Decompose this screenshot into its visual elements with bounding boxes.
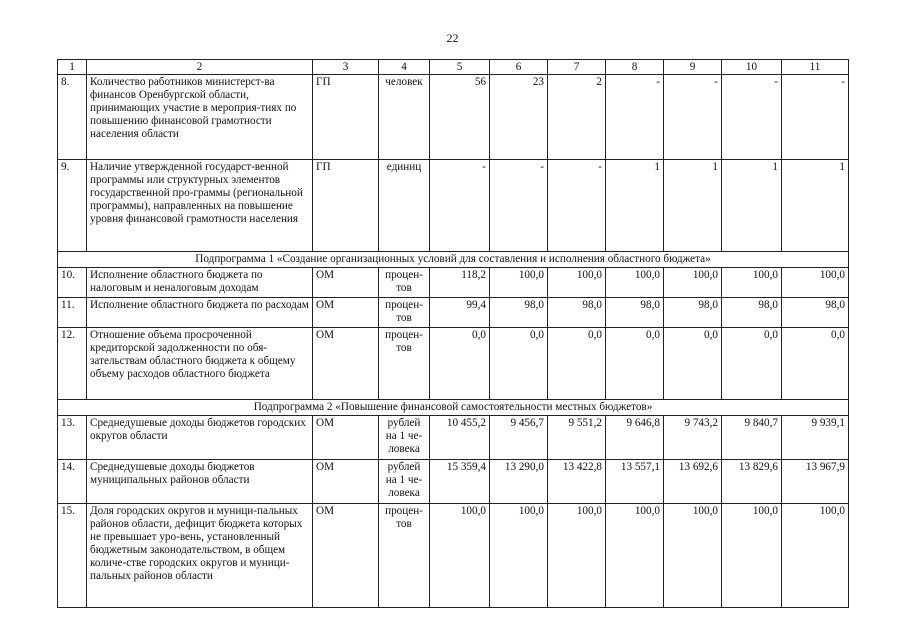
indicator-value: - [664,75,722,160]
table-row [58,75,849,160]
indicator-value: - [490,160,548,252]
indicator-kind: ГП [313,160,379,252]
indicator-value: 100,0 [664,268,722,298]
indicator-value: 98,0 [490,298,548,328]
indicator-value: 13 290,0 [490,460,548,504]
row-number: 15. [58,504,87,608]
column-number: 10 [722,60,782,75]
indicator-value: - [722,75,782,160]
indicator-value: 98,0 [606,298,664,328]
indicator-name: Количество работников министерст-ва финансов Оренбургской области, принимающих участие в мероприя-тиях по повышению финансовой грамотности населения области [87,75,313,160]
indicator-value: 100,0 [782,504,849,608]
unit-of-measure: процен-тов [379,268,430,298]
indicator-value: 10 455,2 [430,416,490,460]
indicator-value: - [430,160,490,252]
column-number: 8 [606,60,664,75]
indicator-value: - [606,75,664,160]
indicator-value: 13 692,6 [664,460,722,504]
column-number: 3 [313,60,379,75]
column-number-row [58,60,849,75]
indicator-kind: ГП [313,75,379,160]
row-number: 13. [58,416,87,460]
indicator-value: 100,0 [664,504,722,608]
subprogram-title: Подпрограмма 2 «Повышение финансовой самостоятельности местных бюджетов» [58,400,849,416]
table-row [58,416,849,460]
indicator-value: 13 829,6 [722,460,782,504]
indicator-value: 9 456,7 [490,416,548,460]
unit-of-measure: процен-тов [379,504,430,608]
indicator-value: 1 [782,160,849,252]
indicator-value: 1 [664,160,722,252]
indicator-kind: ОМ [313,460,379,504]
table-row [58,504,849,608]
indicator-value: 13 967,9 [782,460,849,504]
table-row [58,328,849,400]
indicator-name: Исполнение областного бюджета по расходам [87,298,313,328]
indicator-kind: ОМ [313,268,379,298]
table-row [58,268,849,298]
indicator-value: 98,0 [548,298,606,328]
unit-of-measure: процен-тов [379,298,430,328]
indicator-value: 0,0 [664,328,722,400]
indicator-value: 13 422,8 [548,460,606,504]
indicator-name: Исполнение областного бюджета по налоговым и неналоговым доходам [87,268,313,298]
indicators-table [57,59,849,608]
indicator-value: 100,0 [490,504,548,608]
indicator-value: 23 [490,75,548,160]
indicator-value: 99,4 [430,298,490,328]
unit-of-measure: единиц [379,160,430,252]
indicator-value: 98,0 [664,298,722,328]
unit-of-measure: рублей на 1 че-ловека [379,416,430,460]
indicator-value: 100,0 [606,504,664,608]
row-number: 14. [58,460,87,504]
row-number: 10. [58,268,87,298]
indicator-value: 100,0 [606,268,664,298]
indicator-value: 0,0 [430,328,490,400]
indicator-value: - [548,160,606,252]
column-number: 4 [379,60,430,75]
column-number: 6 [490,60,548,75]
indicator-value: 0,0 [606,328,664,400]
page-number: 22 [446,31,459,45]
indicator-value: 100,0 [782,268,849,298]
indicator-value: 100,0 [722,268,782,298]
indicator-value: 100,0 [548,268,606,298]
indicator-value: 0,0 [548,328,606,400]
indicator-value: 98,0 [782,298,849,328]
column-number: 1 [58,60,87,75]
indicator-kind: ОМ [313,504,379,608]
indicator-value: 56 [430,75,490,160]
indicator-value: 98,0 [722,298,782,328]
table-row [58,160,849,252]
subprogram-title: Подпрограмма 1 «Создание организационных условий для составления и исполнения областного бюджета» [58,252,849,268]
indicator-value: 100,0 [490,268,548,298]
indicator-value: 9 840,7 [722,416,782,460]
indicator-value: 0,0 [490,328,548,400]
column-number: 11 [782,60,849,75]
indicator-value: 100,0 [430,504,490,608]
indicator-value: - [782,75,849,160]
table-body [58,60,849,608]
indicator-name: Доля городских округов и муници-пальных районов области, дефицит бюджета которых не превышает уро-вень, установленный бюджетным законодательством, в общем количе-стве городских округов и муници-пальных районов области [87,504,313,608]
indicator-kind: ОМ [313,328,379,400]
indicator-name: Среднедушевые доходы бюджетов городских округов области [87,416,313,460]
indicator-name: Наличие утвержденной государст-венной программы или структурных элементов государственной про-граммы (региональной программы), направленных на повышение уровня финансовой грамотности населения [87,160,313,252]
indicator-value: 9 939,1 [782,416,849,460]
table-row [58,460,849,504]
row-number: 9. [58,160,87,252]
row-number: 8. [58,75,87,160]
indicator-value: 100,0 [722,504,782,608]
indicator-value: 2 [548,75,606,160]
column-number: 5 [430,60,490,75]
column-number: 2 [87,60,313,75]
indicator-value: 1 [722,160,782,252]
indicator-kind: ОМ [313,298,379,328]
column-number: 7 [548,60,606,75]
indicator-value: 1 [606,160,664,252]
indicator-value: 15 359,4 [430,460,490,504]
indicator-value: 0,0 [782,328,849,400]
indicator-name: Среднедушевые доходы бюджетов муниципальных районов области [87,460,313,504]
subprogram-row [58,400,849,416]
unit-of-measure: процен-тов [379,328,430,400]
indicator-value: 13 557,1 [606,460,664,504]
indicator-name: Отношение объема просроченной кредиторской задолженности по обя-зательствам областного бюджета к общему объему расходов областного бюджета [87,328,313,400]
row-number: 11. [58,298,87,328]
indicator-value: 0,0 [722,328,782,400]
indicator-value: 100,0 [548,504,606,608]
indicator-value: 9 646,8 [606,416,664,460]
indicator-value: 9 551,2 [548,416,606,460]
subprogram-row [58,252,849,268]
column-number: 9 [664,60,722,75]
unit-of-measure: рублей на 1 че-ловека [379,460,430,504]
row-number: 12. [58,328,87,400]
indicator-value: 118,2 [430,268,490,298]
unit-of-measure: человек [379,75,430,160]
indicator-kind: ОМ [313,416,379,460]
indicator-value: 9 743,2 [664,416,722,460]
table-row [58,298,849,328]
